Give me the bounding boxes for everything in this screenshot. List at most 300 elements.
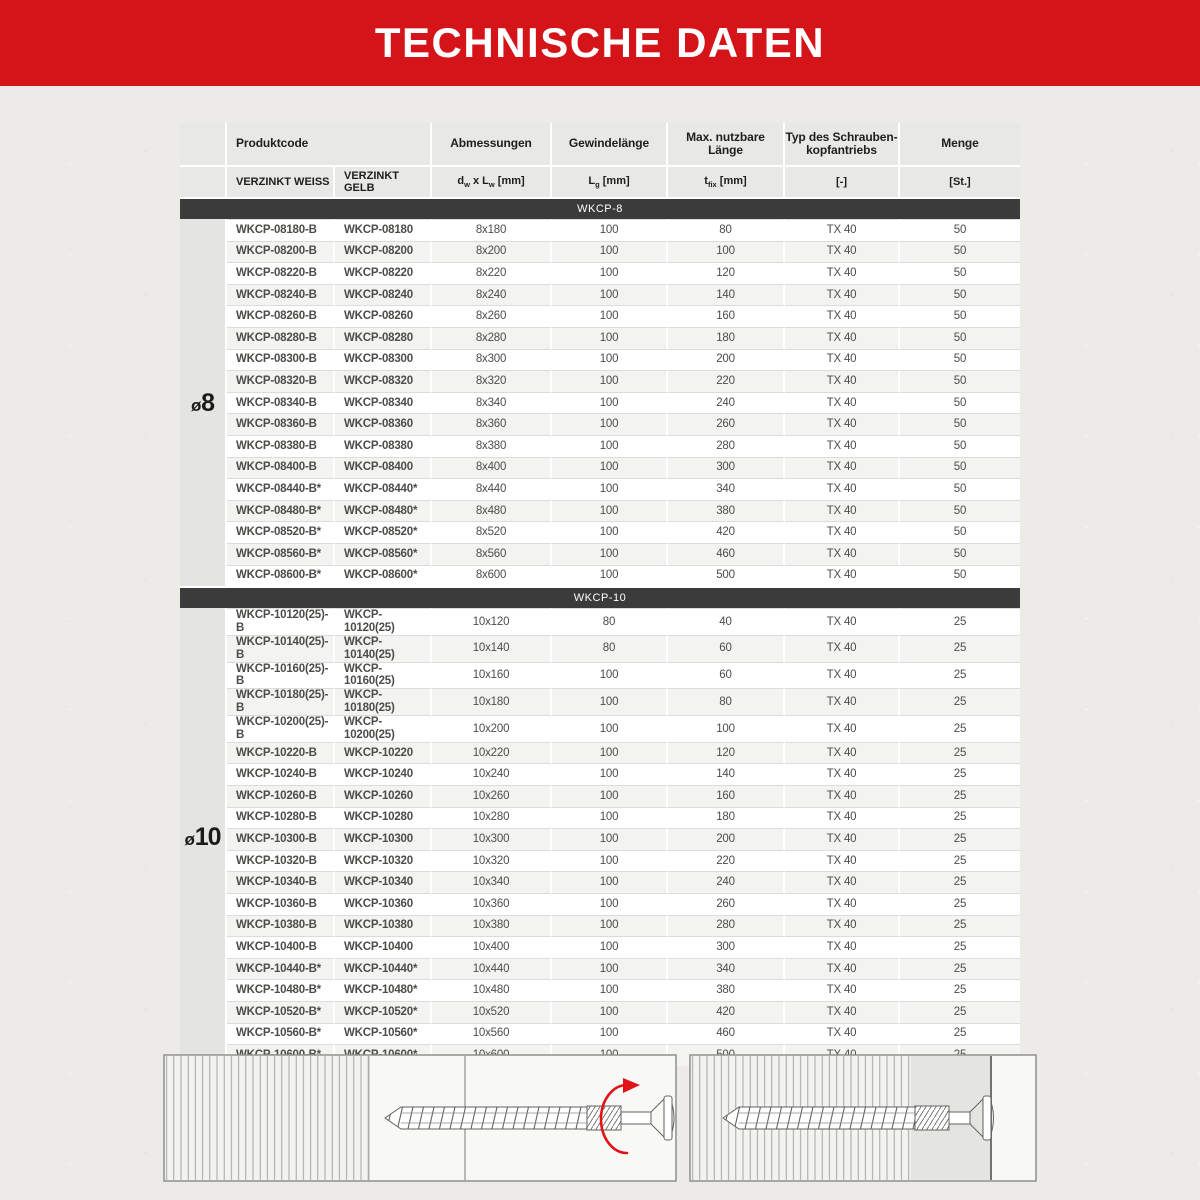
dimensions-cell: 10x520 (432, 1001, 552, 1023)
dimensions-cell: 8x360 (432, 413, 552, 435)
thread-length-cell: 100 (552, 305, 668, 327)
code-weiss-cell: WKCP-08520-B* (227, 521, 335, 543)
table-row (180, 1023, 1020, 1045)
code-gelb-cell: WKCP-08340 (335, 392, 432, 414)
dimensions-cell: 10x320 (432, 850, 552, 872)
quantity-cell: 25 (900, 936, 1020, 958)
usable-length-cell: 240 (668, 392, 785, 414)
table-body (180, 197, 1020, 1066)
quantity-cell: 50 (900, 349, 1020, 371)
dimensions-cell: 10x340 (432, 871, 552, 893)
thread-length-cell: 100 (552, 958, 668, 980)
dim-d: d (457, 174, 465, 187)
table-row (180, 763, 1020, 785)
drive-type-cell: TX 40 (785, 219, 900, 241)
quantity-cell: 50 (900, 392, 1020, 414)
gew-unit: [mm] (599, 174, 630, 187)
code-gelb-cell: WKCP-08520* (335, 521, 432, 543)
code-weiss-cell: WKCP-08360-B (227, 413, 335, 435)
column-header-row (180, 123, 1020, 165)
code-weiss-cell: WKCP-08300-B (227, 349, 335, 371)
dimensions-cell: 8x400 (432, 457, 552, 479)
drive-type-cell: TX 40 (785, 979, 900, 1001)
code-weiss-cell: WKCP-10320-B (227, 850, 335, 872)
quantity-cell: 25 (900, 635, 1020, 662)
drive-type-cell: TX 40 (785, 936, 900, 958)
drive-type-cell: TX 40 (785, 785, 900, 807)
usable-length-cell: 60 (668, 662, 785, 689)
tfix-unit-header (668, 165, 785, 197)
drive-type-cell: TX 40 (785, 457, 900, 479)
table-row (180, 828, 1020, 850)
quantity-cell: 50 (900, 435, 1020, 457)
table-row (180, 1001, 1020, 1023)
thread-length-cell: 100 (552, 262, 668, 284)
dim-l-sub: w (488, 179, 495, 189)
drive-type-cell: TX 40 (785, 915, 900, 937)
diameter-header-cell (180, 123, 227, 165)
usable-length-cell: 100 (668, 715, 785, 742)
drive-type-cell: TX 40 (785, 828, 900, 850)
table-row (180, 262, 1020, 284)
code-gelb-cell: WKCP-10280 (335, 807, 432, 829)
antrieb-header (785, 123, 900, 165)
code-gelb-cell: WKCP-10560* (335, 1023, 432, 1045)
code-gelb-cell: WKCP-10520* (335, 1001, 432, 1023)
quantity-cell: 25 (900, 893, 1020, 915)
usable-length-cell: 260 (668, 413, 785, 435)
quantity-cell: 25 (900, 915, 1020, 937)
dimensions-cell: 8x180 (432, 219, 552, 241)
table-row (180, 457, 1020, 479)
drive-type-cell: TX 40 (785, 241, 900, 263)
quantity-cell: 25 (900, 828, 1020, 850)
dimensions-cell: 8x280 (432, 327, 552, 349)
tfix-sub: fix (707, 179, 717, 189)
usable-length-cell: 260 (668, 893, 785, 915)
usable-length-cell: 180 (668, 807, 785, 829)
table-row (180, 893, 1020, 915)
section-label: WKCP-10 (180, 586, 1020, 608)
thread-length-cell: 100 (552, 543, 668, 565)
drive-type-cell: TX 40 (785, 1001, 900, 1023)
screw-insertion-drawing (163, 1054, 677, 1182)
usable-length-cell: 140 (668, 284, 785, 306)
code-gelb-cell: WKCP-10180(25) (335, 688, 432, 715)
dimensions-cell: 10x480 (432, 979, 552, 1001)
code-gelb-cell: WKCP-08300 (335, 349, 432, 371)
drive-type-cell: TX 40 (785, 349, 900, 371)
code-gelb-cell: WKCP-08320 (335, 370, 432, 392)
table-head (180, 123, 1020, 197)
code-gelb-cell: WKCP-08180 (335, 219, 432, 241)
antrieb-header-line1: Typ des Schrauben- (785, 129, 898, 144)
code-weiss-cell: WKCP-08400-B (227, 457, 335, 479)
thread-length-cell: 100 (552, 688, 668, 715)
table-row (180, 500, 1020, 522)
dim-d-sub: w (464, 179, 470, 189)
drive-type-cell: TX 40 (785, 521, 900, 543)
quantity-cell: 50 (900, 327, 1020, 349)
drive-type-cell: TX 40 (785, 688, 900, 715)
thread-length-cell: 100 (552, 915, 668, 937)
code-weiss-cell: WKCP-10400-B (227, 936, 335, 958)
dim-unit: [mm] (494, 174, 525, 187)
drive-type-cell: TX 40 (785, 500, 900, 522)
quantity-cell: 50 (900, 457, 1020, 479)
usable-length-cell: 240 (668, 871, 785, 893)
thread-length-cell: 100 (552, 370, 668, 392)
title-banner (0, 0, 1200, 86)
drive-type-cell: TX 40 (785, 662, 900, 689)
dimensions-cell: 10x120 (432, 608, 552, 635)
usable-length-cell: 340 (668, 958, 785, 980)
code-gelb-cell: WKCP-08480* (335, 500, 432, 522)
table-row (180, 435, 1020, 457)
usable-length-cell: 280 (668, 435, 785, 457)
usable-length-cell: 300 (668, 457, 785, 479)
code-gelb-cell: WKCP-10300 (335, 828, 432, 850)
usable-length-cell: 40 (668, 608, 785, 635)
table-row (180, 565, 1020, 587)
table-row (180, 543, 1020, 565)
usable-length-cell: 340 (668, 478, 785, 500)
table-row (180, 958, 1020, 980)
thread-length-cell: 100 (552, 457, 668, 479)
menge-unit-header: [St.] (900, 165, 1020, 197)
antrieb-header-line2: kopfantriebs (806, 143, 877, 157)
thread-length-cell: 100 (552, 850, 668, 872)
technical-data-table (180, 123, 1020, 1066)
code-weiss-cell: WKCP-10220-B (227, 742, 335, 764)
code-gelb-cell: WKCP-08560* (335, 543, 432, 565)
table-row (180, 742, 1020, 764)
code-weiss-cell: WKCP-10560-B* (227, 1023, 335, 1045)
thread-length-cell: 100 (552, 500, 668, 522)
usable-length-cell: 460 (668, 543, 785, 565)
table-row (180, 871, 1020, 893)
thread-length-cell: 100 (552, 662, 668, 689)
quantity-cell: 25 (900, 871, 1020, 893)
code-gelb-cell: WKCP-10140(25) (335, 635, 432, 662)
drive-type-cell: TX 40 (785, 262, 900, 284)
diameter-units-cell (180, 165, 227, 197)
thread-length-cell: 100 (552, 521, 668, 543)
usable-length-cell: 140 (668, 763, 785, 785)
dimensions-cell: 10x200 (432, 715, 552, 742)
drive-type-cell: TX 40 (785, 435, 900, 457)
dimensions-cell: 10x400 (432, 936, 552, 958)
drive-type-cell: TX 40 (785, 893, 900, 915)
dimensions-cell: 8x320 (432, 370, 552, 392)
code-gelb-cell: WKCP-10480* (335, 979, 432, 1001)
code-gelb-cell: WKCP-10120(25) (335, 608, 432, 635)
dim-l: L (482, 174, 489, 187)
code-gelb-cell: WKCP-10200(25) (335, 715, 432, 742)
code-weiss-cell: WKCP-08260-B (227, 305, 335, 327)
code-gelb-cell: WKCP-10240 (335, 763, 432, 785)
section-header-row (180, 586, 1020, 608)
code-weiss-cell: WKCP-08480-B* (227, 500, 335, 522)
table-row (180, 413, 1020, 435)
quantity-cell: 50 (900, 284, 1020, 306)
thread-length-cell: 100 (552, 785, 668, 807)
table-row (180, 305, 1020, 327)
verzinkt-weiss-header: VERZINKT WEISS (227, 165, 335, 197)
code-weiss-cell: WKCP-10440-B* (227, 958, 335, 980)
drive-type-cell: TX 40 (785, 370, 900, 392)
usable-length-cell: 420 (668, 1001, 785, 1023)
usable-length-cell: 280 (668, 915, 785, 937)
thread-length-cell: 80 (552, 635, 668, 662)
drive-type-cell: TX 40 (785, 565, 900, 587)
dimensions-cell: 10x140 (432, 635, 552, 662)
code-weiss-cell: WKCP-10240-B (227, 763, 335, 785)
max-nutzbare-laenge-header: Max. nutzbare Länge (668, 123, 785, 165)
drive-type-cell: TX 40 (785, 763, 900, 785)
dimensions-cell: 10x560 (432, 1023, 552, 1045)
usable-length-cell: 500 (668, 565, 785, 587)
dimensions-cell: 10x160 (432, 662, 552, 689)
drive-type-cell: TX 40 (785, 871, 900, 893)
thread-length-cell: 100 (552, 742, 668, 764)
code-weiss-cell: WKCP-10200(25)-B (227, 715, 335, 742)
drive-type-cell: TX 40 (785, 1023, 900, 1045)
dimensions-cell: 8x260 (432, 305, 552, 327)
dim-x: x (469, 174, 483, 187)
thread-length-cell: 100 (552, 828, 668, 850)
usable-length-cell: 180 (668, 327, 785, 349)
code-weiss-cell: WKCP-10180(25)-B (227, 688, 335, 715)
drive-type-cell: TX 40 (785, 958, 900, 980)
thread-length-cell: 100 (552, 435, 668, 457)
drive-type-cell: TX 40 (785, 807, 900, 829)
code-gelb-cell: WKCP-10380 (335, 915, 432, 937)
quantity-cell: 25 (900, 688, 1020, 715)
table-row (180, 662, 1020, 689)
section-header-row (180, 197, 1020, 219)
drive-type-cell: TX 40 (785, 392, 900, 414)
code-gelb-cell: WKCP-10440* (335, 958, 432, 980)
thread-length-cell: 100 (552, 893, 668, 915)
table-row (180, 936, 1020, 958)
quantity-cell: 50 (900, 565, 1020, 587)
diameter-label: ø10 (180, 608, 227, 1066)
dimensions-cell: 8x300 (432, 349, 552, 371)
drive-type-cell: TX 40 (785, 850, 900, 872)
dimensions-cell: 8x240 (432, 284, 552, 306)
code-gelb-cell: WKCP-10160(25) (335, 662, 432, 689)
code-gelb-cell: WKCP-08600* (335, 565, 432, 587)
quantity-cell: 50 (900, 219, 1020, 241)
page-title: TECHNISCHE DATEN (374, 19, 826, 66)
table-row (180, 284, 1020, 306)
quantity-cell: 25 (900, 1001, 1020, 1023)
dimensions-cell: 10x380 (432, 915, 552, 937)
code-weiss-cell: WKCP-08180-B (227, 219, 335, 241)
table-row (180, 979, 1020, 1001)
dimensions-cell: 8x560 (432, 543, 552, 565)
tfix-unit: [mm] (716, 174, 747, 187)
code-gelb-cell: WKCP-10260 (335, 785, 432, 807)
produktcode-header: Produktcode (227, 123, 432, 165)
menge-header: Menge (900, 123, 1020, 165)
table-row (180, 715, 1020, 742)
code-weiss-cell: WKCP-10360-B (227, 893, 335, 915)
quantity-cell: 25 (900, 1023, 1020, 1045)
code-weiss-cell: WKCP-10480-B* (227, 979, 335, 1001)
dimensions-unit-header (432, 165, 552, 197)
screw-installed-drawing (689, 1054, 1037, 1182)
section-label: WKCP-8 (180, 197, 1020, 219)
dimensions-cell: 8x440 (432, 478, 552, 500)
quantity-cell: 50 (900, 521, 1020, 543)
quantity-cell: 25 (900, 662, 1020, 689)
code-weiss-cell: WKCP-08200-B (227, 241, 335, 263)
usable-length-cell: 380 (668, 500, 785, 522)
usable-length-cell: 160 (668, 785, 785, 807)
abmessungen-header: Abmessungen (432, 123, 552, 165)
code-weiss-cell: WKCP-08440-B* (227, 478, 335, 500)
dimensions-cell: 8x480 (432, 500, 552, 522)
thread-length-cell: 100 (552, 349, 668, 371)
code-weiss-cell: WKCP-08240-B (227, 284, 335, 306)
dimensions-cell: 8x200 (432, 241, 552, 263)
thread-length-cell: 100 (552, 715, 668, 742)
code-gelb-cell: WKCP-10220 (335, 742, 432, 764)
gewindelaenge-header: Gewindelänge (552, 123, 668, 165)
thread-length-cell: 100 (552, 1001, 668, 1023)
gew-sub: g (595, 179, 600, 189)
code-gelb-cell: WKCP-10320 (335, 850, 432, 872)
code-weiss-cell: WKCP-10380-B (227, 915, 335, 937)
dimensions-cell: 8x520 (432, 521, 552, 543)
table-row (180, 850, 1020, 872)
usable-length-cell: 200 (668, 349, 785, 371)
code-gelb-cell: WKCP-10400 (335, 936, 432, 958)
quantity-cell: 50 (900, 478, 1020, 500)
code-weiss-cell: WKCP-10280-B (227, 807, 335, 829)
code-gelb-cell: WKCP-08380 (335, 435, 432, 457)
code-gelb-cell: WKCP-08360 (335, 413, 432, 435)
drive-type-cell: TX 40 (785, 715, 900, 742)
table-row (180, 219, 1020, 241)
quantity-cell: 50 (900, 305, 1020, 327)
antrieb-unit-header: [-] (785, 165, 900, 197)
quantity-cell: 25 (900, 763, 1020, 785)
code-weiss-cell: WKCP-08560-B* (227, 543, 335, 565)
usable-length-cell: 220 (668, 370, 785, 392)
dimensions-cell: 8x220 (432, 262, 552, 284)
thread-length-cell: 80 (552, 608, 668, 635)
quantity-cell: 25 (900, 715, 1020, 742)
dimensions-cell: 10x280 (432, 807, 552, 829)
code-weiss-cell: WKCP-10520-B* (227, 1001, 335, 1023)
thread-length-cell: 100 (552, 478, 668, 500)
code-weiss-cell: WKCP-10260-B (227, 785, 335, 807)
code-weiss-cell: WKCP-10160(25)-B (227, 662, 335, 689)
quantity-cell: 25 (900, 742, 1020, 764)
dimensions-cell: 8x380 (432, 435, 552, 457)
thread-length-cell: 100 (552, 413, 668, 435)
quantity-cell: 25 (900, 785, 1020, 807)
dimensions-cell: 10x440 (432, 958, 552, 980)
code-gelb-cell: WKCP-08200 (335, 241, 432, 263)
table-row (180, 915, 1020, 937)
usable-length-cell: 460 (668, 1023, 785, 1045)
usable-length-cell: 420 (668, 521, 785, 543)
code-gelb-cell: WKCP-08260 (335, 305, 432, 327)
table-row (180, 807, 1020, 829)
usable-length-cell: 120 (668, 262, 785, 284)
code-gelb-cell: WKCP-08280 (335, 327, 432, 349)
usable-length-cell: 220 (668, 850, 785, 872)
tfix-t: t (704, 174, 708, 187)
diameter-label: ø8 (180, 219, 227, 586)
drive-type-cell: TX 40 (785, 305, 900, 327)
usable-length-cell: 380 (668, 979, 785, 1001)
quantity-cell: 50 (900, 500, 1020, 522)
table-row (180, 392, 1020, 414)
thread-length-cell: 100 (552, 284, 668, 306)
code-weiss-cell: WKCP-08340-B (227, 392, 335, 414)
thread-length-cell: 100 (552, 327, 668, 349)
dimensions-cell: 8x340 (432, 392, 552, 414)
thread-length-cell: 100 (552, 565, 668, 587)
thread-length-cell: 100 (552, 241, 668, 263)
quantity-cell: 50 (900, 241, 1020, 263)
thread-length-cell: 100 (552, 979, 668, 1001)
quantity-cell: 25 (900, 979, 1020, 1001)
usable-length-cell: 80 (668, 688, 785, 715)
table-row (180, 688, 1020, 715)
drive-type-cell: TX 40 (785, 413, 900, 435)
code-weiss-cell: WKCP-08220-B (227, 262, 335, 284)
dimensions-cell: 10x300 (432, 828, 552, 850)
usable-length-cell: 60 (668, 635, 785, 662)
dimensions-cell: 10x240 (432, 763, 552, 785)
drive-type-cell: TX 40 (785, 742, 900, 764)
code-gelb-cell: WKCP-08240 (335, 284, 432, 306)
dimensions-cell: 8x600 (432, 565, 552, 587)
drive-type-cell: TX 40 (785, 635, 900, 662)
table-row (180, 635, 1020, 662)
usable-length-cell: 100 (668, 241, 785, 263)
code-weiss-cell: WKCP-10140(25)-B (227, 635, 335, 662)
drive-type-cell: TX 40 (785, 284, 900, 306)
thread-length-cell: 100 (552, 219, 668, 241)
quantity-cell: 25 (900, 608, 1020, 635)
table-row (180, 785, 1020, 807)
code-weiss-cell: WKCP-08320-B (227, 370, 335, 392)
quantity-cell: 25 (900, 958, 1020, 980)
code-weiss-cell: WKCP-08280-B (227, 327, 335, 349)
code-weiss-cell: WKCP-10340-B (227, 871, 335, 893)
thread-length-cell: 100 (552, 936, 668, 958)
thread-length-cell: 100 (552, 807, 668, 829)
table-row (180, 608, 1020, 635)
verzinkt-gelb-header: VERZINKT GELB (335, 165, 432, 197)
code-weiss-cell: WKCP-08600-B* (227, 565, 335, 587)
code-weiss-cell: WKCP-10300-B (227, 828, 335, 850)
usable-length-cell: 300 (668, 936, 785, 958)
gew-l: L (588, 174, 596, 187)
dimensions-cell: 10x260 (432, 785, 552, 807)
table-row (180, 327, 1020, 349)
code-gelb-cell: WKCP-08220 (335, 262, 432, 284)
code-gelb-cell: WKCP-10340 (335, 871, 432, 893)
table-row (180, 521, 1020, 543)
